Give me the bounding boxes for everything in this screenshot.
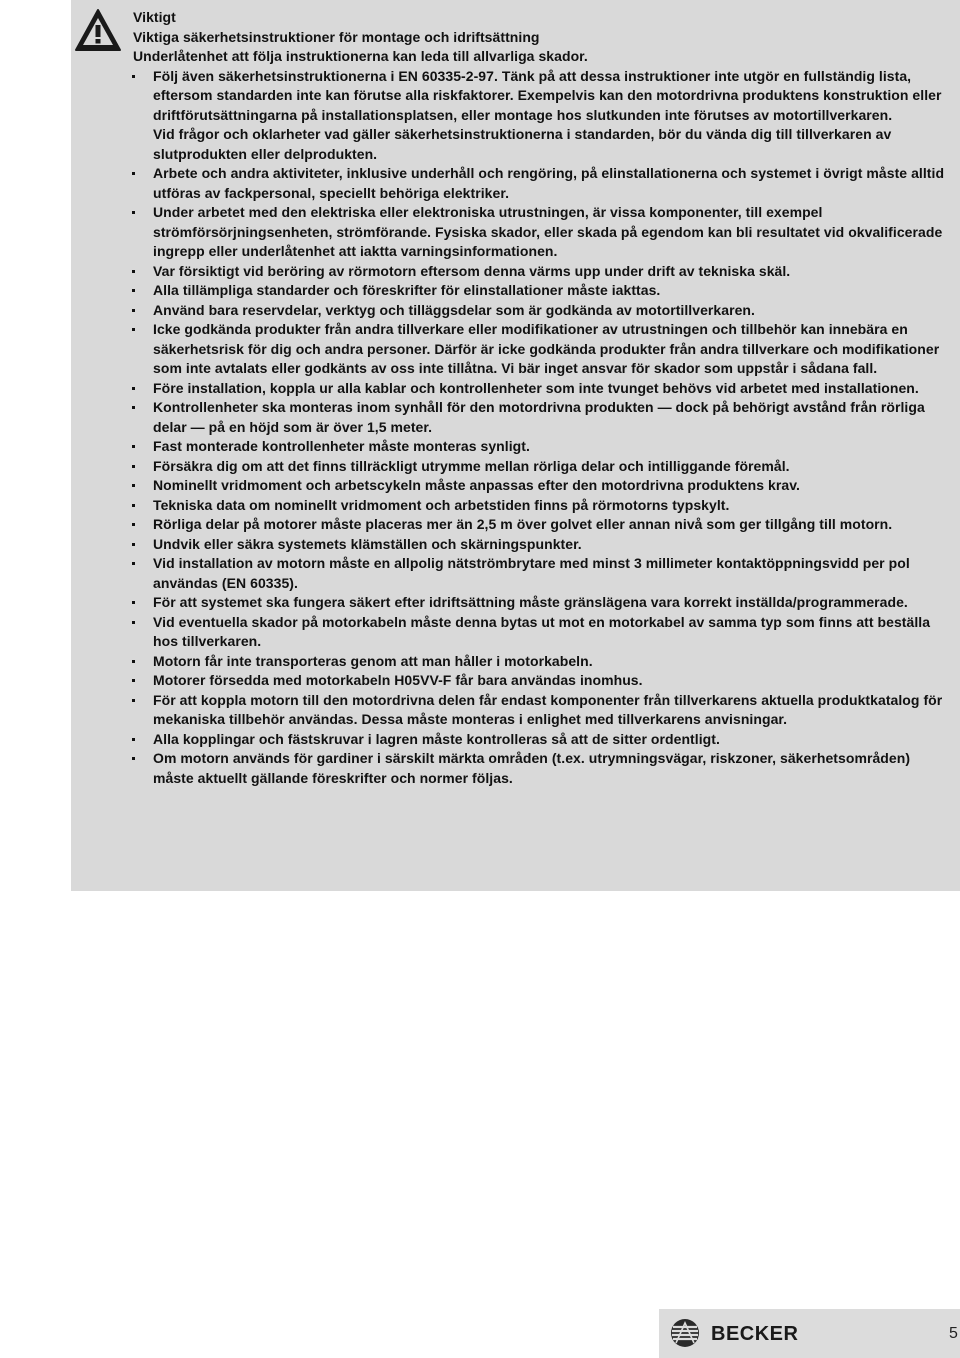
list-item: Använd bara reservdelar, verktyg och tilläggsdelar som är godkända av motortillverkaren. — [133, 301, 951, 321]
safety-instructions — [133, 8, 951, 788]
list-item: Vid eventuella skador på motorkabeln måste denna bytas ut mot en motorkabel av samma typ som finns att beställa hos tillverkaren. — [133, 613, 951, 652]
list-item: Fast monterade kontrollenheter måste monteras synligt. — [133, 437, 951, 457]
list-item: Under arbetet med den elektriska eller elektroniska utrustningen, är vissa komponenter, till exempel strömförsörjningsenheten, strömförande. Fysiska skador, eller skada på egendom kan bli resultatet vid okvalificerade ingrepp eller underlåtenhet att iaktta varningsinformationen. — [133, 203, 951, 262]
page-number: 5 — [949, 1325, 958, 1342]
brand-logo-text: BECKER — [711, 1323, 799, 1345]
list-item: Motorer försedda med motorkabeln H05VV-F får bara användas inomhus. — [133, 671, 951, 691]
warning-triangle-icon — [74, 8, 122, 52]
instruction-list — [133, 67, 951, 789]
list-item: Motorn får inte transporteras genom att man håller i motorkabeln. — [133, 652, 951, 672]
list-item: Icke godkända produkter från andra tillverkare eller modifikationer av utrustningen och tillbehör kan innebära en säkerhetsrisk för dig och andra personer. Därför är icke godkända produkter från andra tillverkare och modifikationer som inte avtalats eller godkänts av oss inte tillåtna. Vi bär inget ansvar för skador som uppstår i sådana fall. — [133, 320, 951, 379]
list-item: Före installation, koppla ur alla kablar och kontrollenheter som inte tvunget behövs vid arbetet med installationen. — [133, 379, 951, 399]
list-item: Försäkra dig om att det finns tillräckligt utrymme mellan rörliga delar och intilliggande föremål. — [133, 457, 951, 477]
list-item: Vid installation av motorn måste en allpolig nätströmbrytare med minst 3 millimeter kontaktöppningsvidd per pol användas (EN 60335). — [133, 554, 951, 593]
list-item: För att koppla motorn till den motordrivna delen får endast komponenter från tillverkarens aktuella produktkatalog för mekaniska tillbehör användas. Dessa måste monteras i enlighet med tillverkarens anvisningar. — [133, 691, 951, 730]
warning-heading: Viktiga säkerhetsinstruktioner för montage och idriftsättning — [133, 28, 540, 45]
list-item: Arbete och andra aktiviteter, inklusive underhåll och rengöring, på elinstallationerna och systemet i övrigt måste alltid utföras av fackpersonal, speciellt behöriga elektriker. — [133, 164, 951, 203]
list-item: Var försiktigt vid beröring av rörmotorn eftersom denna värms upp under drift av tekniska skäl. — [133, 262, 951, 282]
list-item: Vid frågor och oklarheter vad gäller säkerhetsinstruktionerna i standarden, bör du vända dig till tillverkaren av slutprodukten eller delprodukten. — [153, 126, 892, 162]
list-item: Om motorn används för gardiner i särskilt märkta områden (t.ex. utrymningsvägar, riskzoner, säkerhetsområden) måste aktuellt gällande föreskrifter och normer följas. — [133, 749, 951, 788]
list-item: För att systemet ska fungera säkert efter idriftsättning måste gränslägena vara korrekt inställda/programmerade. — [133, 593, 951, 613]
list-item: Följ även säkerhetsinstruktionerna i EN 60335-2-97. Tänk på att dessa instruktioner inte utgör en fullständig lista, eftersom standarden inte kan förutse alla riskfaktorer. Exempelvis kan den motordrivna produktens konstruktion eller driftförutsättningarna på installationsplatsen, eller montage hos slutkunden inte förutses av motortillverkaren. — [133, 67, 951, 126]
warning-title: Viktigt — [133, 9, 176, 25]
list-item: Alla kopplingar och fästskruvar i lagren måste kontrolleras så att de sitter ordentligt. — [133, 730, 951, 750]
list-item: Rörliga delar på motorer måste placeras mer än 2,5 m över golvet eller annan nivå som ger tillgång till motorn. — [133, 515, 951, 535]
list-item: Undvik eller säkra systemets klämställen och skärningspunkter. — [133, 535, 951, 555]
list-item: Kontrollenheter ska monteras inom synhåll för den motordrivna produkten — dock på behörigt avstånd från rörliga delar — på en höjd som är över 1,5 meter. — [133, 398, 951, 437]
list-item: Tekniska data om nominellt vridmoment och arbetstiden finns på rörmotorns typskylt. — [133, 496, 951, 516]
footer-bar — [659, 1309, 960, 1358]
list-item: Alla tillämpliga standarder och föreskrifter för elinstallationer måste iakttas. — [133, 281, 951, 301]
warning-subheading: Underlåtenhet att följa instruktionerna kan leda till allvarliga skador. — [133, 48, 588, 64]
list-item: Nominellt vridmoment och arbetscykeln måste anpassas efter den motordrivna produktens krav. — [133, 476, 951, 496]
becker-logo-icon — [670, 1318, 700, 1348]
